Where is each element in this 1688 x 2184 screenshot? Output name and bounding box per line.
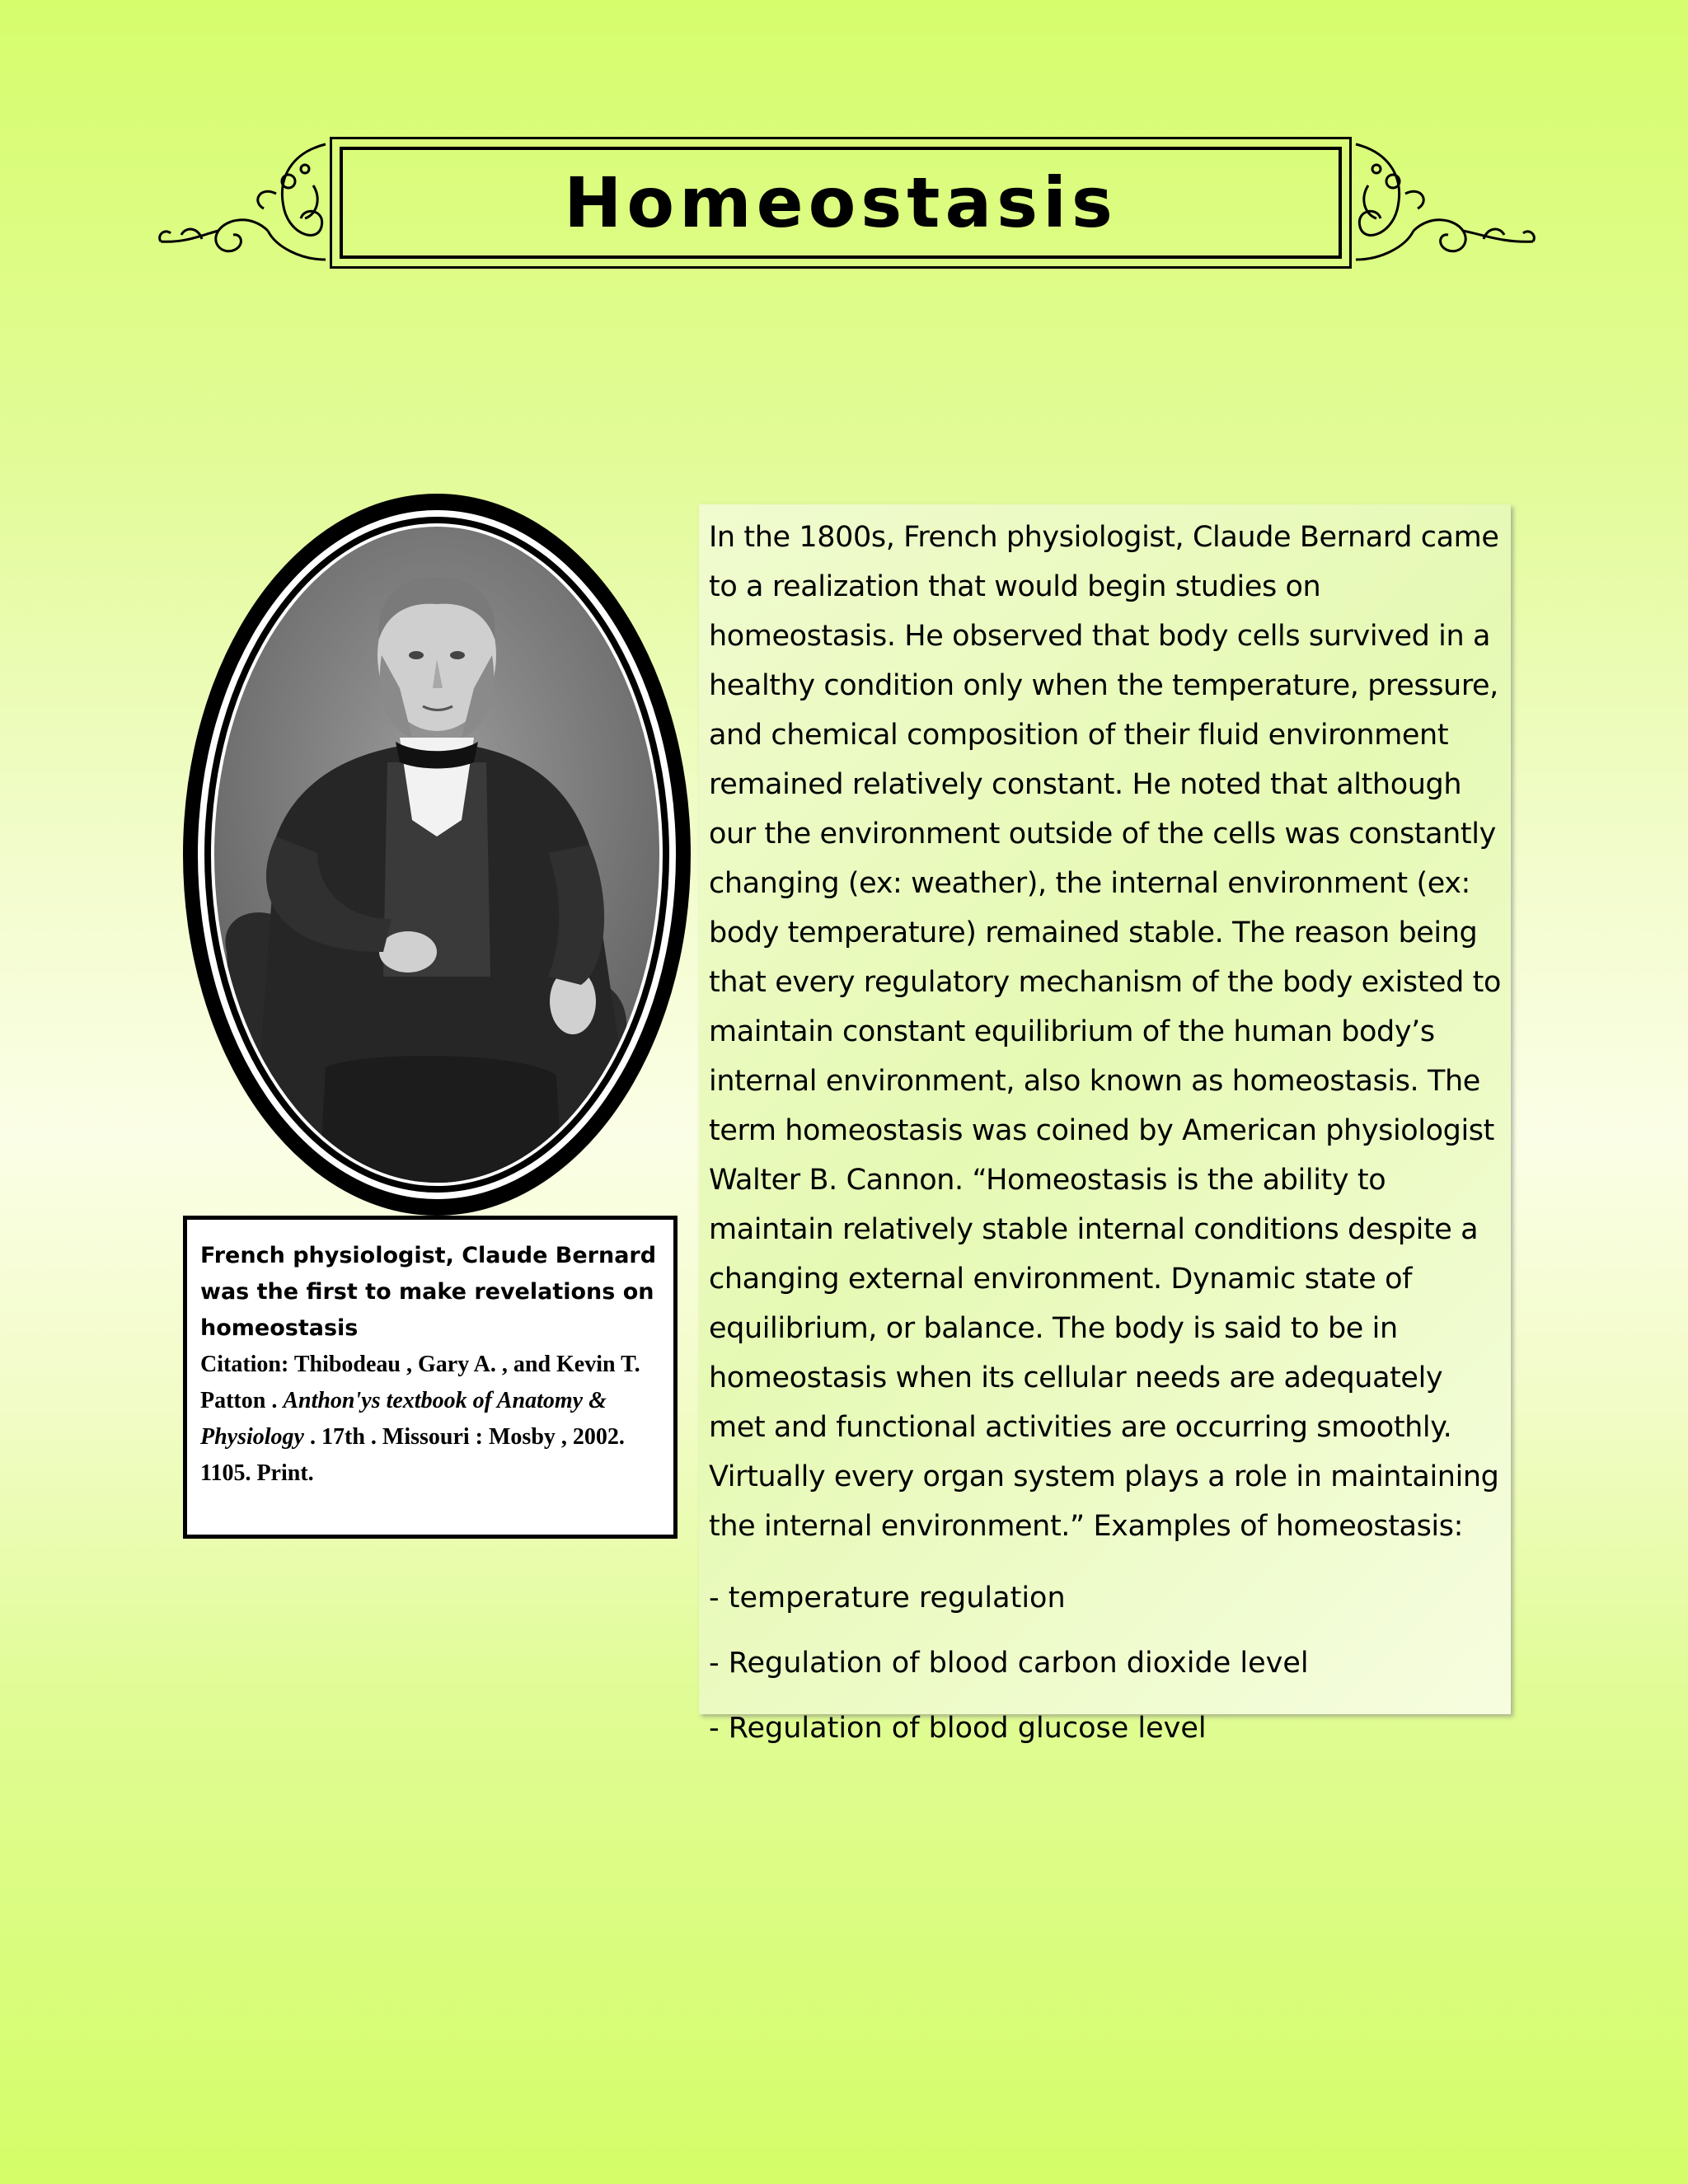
citation-suffix: . 17th . Missouri : Mosby , 2002. 1105. Print. bbox=[200, 1424, 625, 1486]
title-banner-inner bbox=[340, 147, 1342, 259]
body-paragraph: In the 1800s, French physiologist, Claude Bernard came to a realization that would begin studies on homeostasis. He observed that body cells survived in a healthy condition only when the temperature, pressure, and chemical composition of their fluid environment remained relatively constant. He noted that although our the environment outside of the cells was constantly changing (ex: weather), the internal environment (ex: body temperature) remained stable. The reason being that every regulatory mechanism of the body existed to maintain constant equilibrium of the human body’s internal environment, also known as homeostasis. The term homeostasis was coined by American physiologist Walter B. Cannon. “Homeostasis is the ability to maintain relatively stable internal conditions despite a changing external environment. Dynamic state of equilibrium, or balance. The body is said to be in homeostasis when its cellular needs are adequately met and functional activities are occurring smoothly. Virtually every organ system plays a role in maintaining the internal environment.” Examples of homeostasis: bbox=[709, 521, 1501, 1543]
right-scroll-ornament bbox=[1352, 136, 1541, 268]
left-scroll-ornament bbox=[152, 136, 330, 268]
portrait-frame bbox=[177, 490, 696, 1220]
citation bbox=[200, 1347, 660, 1492]
title-banner bbox=[330, 137, 1352, 269]
example-item: - Regulation of blood carbon dioxide level bbox=[709, 1647, 1309, 1680]
citation-book-title: Anthon'ys textbook of Anatomy & Physiology bbox=[200, 1388, 607, 1450]
citation-prefix: Citation: Thibodeau , Gary A. , and Kevin T. Patton . bbox=[200, 1352, 640, 1413]
claude-bernard-portrait bbox=[177, 490, 696, 1220]
example-item: - Regulation of blood glucose level bbox=[709, 1712, 1207, 1745]
portrait-caption bbox=[183, 1216, 678, 1539]
body-text-panel bbox=[699, 504, 1511, 1745]
page-title: Homeostasis bbox=[564, 162, 1118, 243]
caption-text: French physiologist, Claude Bernard was the first to make revelations on homeostasis bbox=[200, 1243, 657, 1341]
example-item: - temperature regulation bbox=[709, 1582, 1066, 1615]
